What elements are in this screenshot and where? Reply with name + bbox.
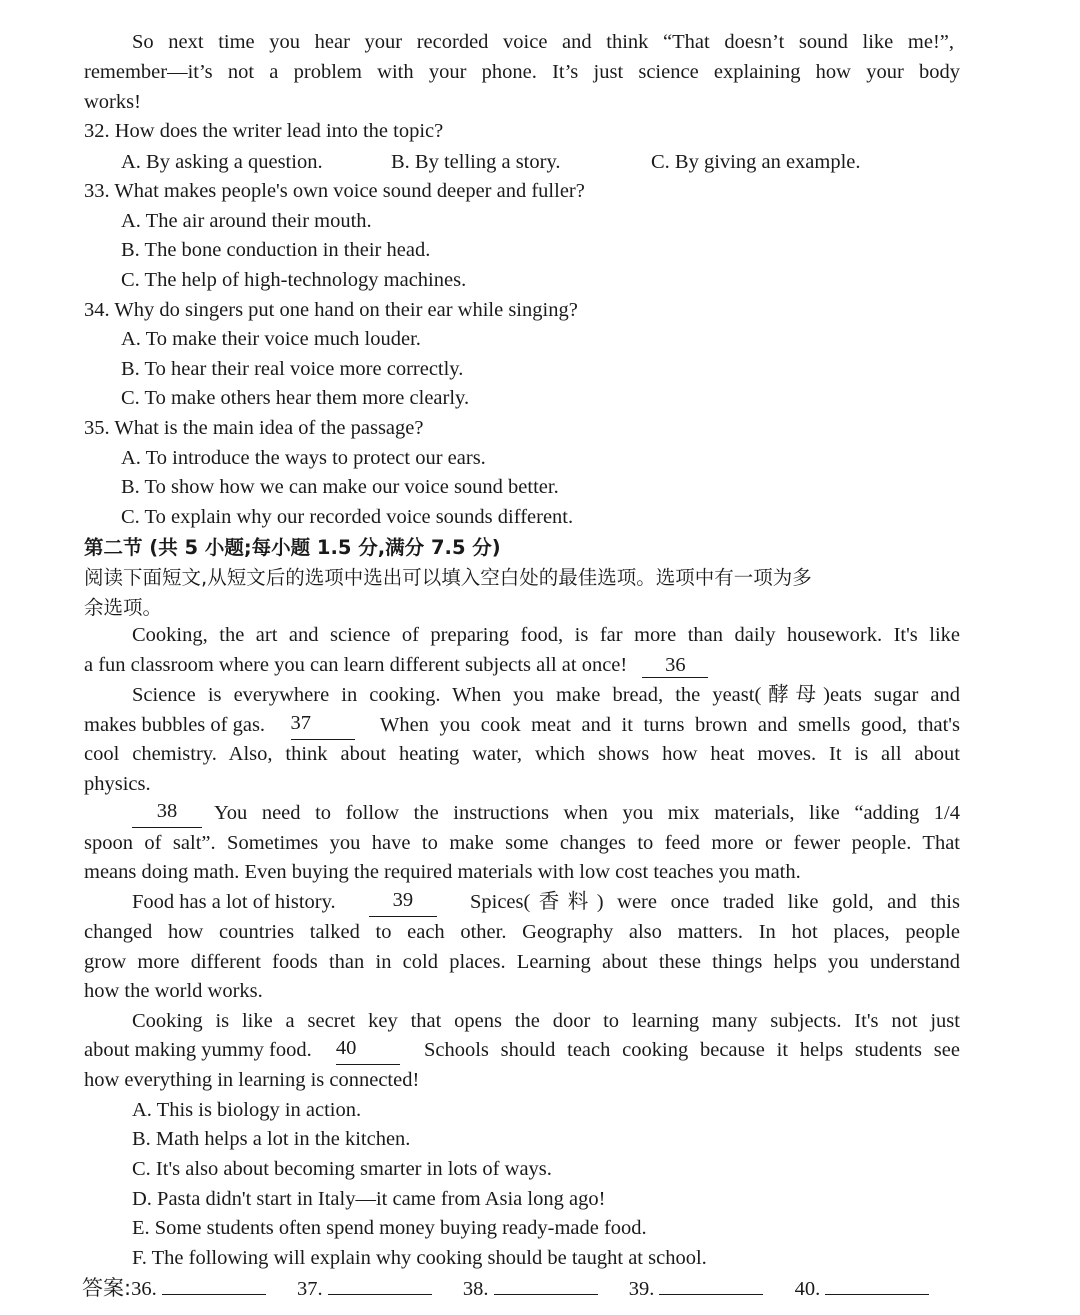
question-35-option-a: A. To introduce the ways to protect our ears. xyxy=(121,447,486,469)
choice-b: B. Math helps a lot in the kitchen. xyxy=(132,1128,411,1150)
passage-p2-text-after-37: When you cook meat and it turns brown and smells good, that's xyxy=(379,714,960,736)
section-heading: 第二节 (共 5 小题;每小题 1.5 分,满分 7.5 分) xyxy=(84,536,501,559)
blank-39: 39 xyxy=(369,888,437,917)
answer-label: 答案: xyxy=(82,1276,132,1300)
passage-p5-line-2 xyxy=(84,1036,960,1065)
passage-p4-text-after-39: Spices(香料) were once traded like gold, and this xyxy=(469,891,960,913)
answer-number-37: 37. xyxy=(296,1278,323,1300)
answer-number-40: 40. xyxy=(794,1278,821,1300)
blank-36: 36 xyxy=(642,653,708,678)
question-32-option-b: B. By telling a story. xyxy=(391,151,561,173)
question-33-stem: 33. What makes people's own voice sound deeper and fuller? xyxy=(84,180,585,202)
question-34-option-c: C. To make others hear them more clearly. xyxy=(121,387,470,409)
passage-p4-line-2: changed how countries talked to each other. Geography also matters. In hot places, people xyxy=(84,921,960,943)
passage-p4-line-1 xyxy=(132,888,960,917)
question-35-stem: 35. What is the main idea of the passage? xyxy=(84,417,424,439)
blank-37: 37 xyxy=(291,711,355,740)
answer-number-39: 39. xyxy=(628,1278,655,1300)
answer-number-38: 38. xyxy=(462,1278,489,1300)
passage-p5-text-before-40: about making yummy food. xyxy=(84,1039,312,1061)
choice-e: E. Some students often spend money buying ready-made food. xyxy=(132,1217,647,1239)
answer-field-38[interactable] xyxy=(494,1274,598,1295)
passage-p2-line-1: Science is everywhere in cooking. When you make bread, the yeast(酵母)eats sugar and xyxy=(132,684,960,706)
question-32-option-c: C. By giving an example. xyxy=(651,151,861,173)
passage-p1-line-2 xyxy=(84,651,708,680)
answer-row xyxy=(82,1274,929,1304)
answer-field-37[interactable] xyxy=(328,1274,432,1295)
passage-p2-line-2 xyxy=(84,711,960,740)
question-33-option-b: B. The bone conduction in their head. xyxy=(121,239,431,261)
blank-40: 40 xyxy=(336,1036,400,1065)
question-35-option-b: B. To show how we can make our voice sound better. xyxy=(121,476,559,498)
question-34-stem: 34. Why do singers put one hand on their ear while singing? xyxy=(84,299,578,321)
answer-field-39[interactable] xyxy=(659,1274,763,1295)
question-34-option-a: A. To make their voice much louder. xyxy=(121,328,421,350)
passage-p2-line-4: physics. xyxy=(84,773,151,795)
choice-c: C. It's also about becoming smarter in lots of ways. xyxy=(132,1158,552,1180)
question-33-option-c: C. The help of high-technology machines. xyxy=(121,269,467,291)
passage-p1-text: a fun classroom where you can learn different subjects all at once! xyxy=(84,654,628,676)
answer-field-36[interactable] xyxy=(162,1274,266,1295)
intro-line-1: So next time you hear your recorded voice and think “That doesn’t sound like me!”, xyxy=(132,31,954,53)
answer-field-40[interactable] xyxy=(825,1274,929,1295)
question-33-option-a: A. The air around their mouth. xyxy=(121,210,372,232)
intro-line-3: works! xyxy=(84,91,141,113)
passage-p3-line-3: means doing math. Even buying the required materials with low cost teaches you math. xyxy=(84,861,801,883)
passage-p3-line-2: spoon of salt”. Sometimes you have to make some changes to feed more or fewer people. That xyxy=(84,832,960,854)
section-instruction-line-1: 阅读下面短文,从短文后的选项中选出可以填入空白处的最佳选项。选项中有一项为多 xyxy=(84,566,812,589)
question-32-stem: 32. How does the writer lead into the topic? xyxy=(84,120,444,142)
choice-a: A. This is biology in action. xyxy=(132,1099,362,1121)
passage-p2-text-before-37: makes bubbles of gas. xyxy=(84,714,266,736)
intro-line-2: remember—it’s not a problem with your phone. It’s just science explaining how your body xyxy=(84,61,960,83)
question-35-option-c: C. To explain why our recorded voice sounds different. xyxy=(121,506,574,528)
answer-number-36: 36. xyxy=(131,1278,157,1300)
question-32-option-a: A. By asking a question. xyxy=(121,151,323,173)
blank-38: 38 xyxy=(132,799,202,828)
passage-p1-line-1: Cooking, the art and science of preparing food, is far more than daily housework. It's like xyxy=(132,624,960,646)
choice-f: F. The following will explain why cooking should be taught at school. xyxy=(132,1247,707,1269)
passage-p5-line-3: how everything in learning is connected! xyxy=(84,1069,420,1091)
passage-p3-text-after-38: You need to follow the instructions when you mix materials, like “adding 1/4 xyxy=(214,802,960,824)
choice-d: D. Pasta didn't start in Italy—it came from Asia long ago! xyxy=(132,1188,606,1210)
passage-p3-line-1 xyxy=(132,799,960,828)
passage-p4-line-3: grow more different foods than in cold places. Learning about these things helps you understand xyxy=(84,951,960,973)
passage-p2-line-3: cool chemistry. Also, think about heating water, which shows how heat moves. It is all about xyxy=(84,743,960,765)
passage-p5-line-1: Cooking is like a secret key that opens the door to learning many subjects. It's not just xyxy=(132,1010,960,1032)
passage-p5-text-after-40: Schools should teach cooking because it helps students see xyxy=(423,1039,960,1061)
passage-p4-text-before-39: Food has a lot of history. xyxy=(132,891,336,913)
question-34-option-b: B. To hear their real voice more correctly. xyxy=(121,358,464,380)
section-instruction-line-2: 余选项。 xyxy=(84,596,163,619)
passage-p4-line-4: how the world works. xyxy=(84,980,263,1002)
